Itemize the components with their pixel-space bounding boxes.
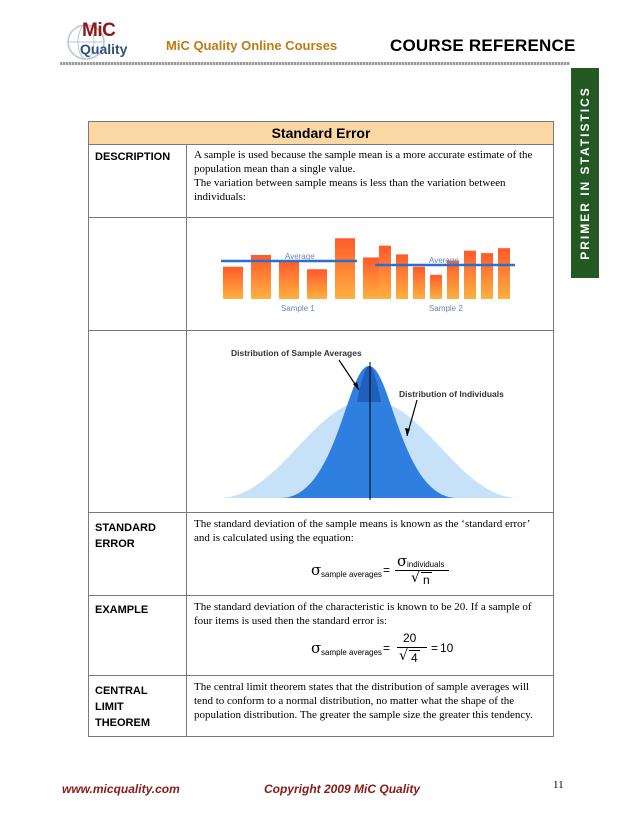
sample-averages-figure xyxy=(219,227,519,319)
sample-2-bar xyxy=(396,254,408,299)
header-rule xyxy=(60,62,570,65)
sample-2-bar xyxy=(413,267,425,299)
fraction-bar xyxy=(395,570,449,571)
subscript-sample-averages: sample averages xyxy=(321,570,382,579)
logo-mic-text: MiC xyxy=(82,20,116,41)
subscript-sample-averages: sample averages xyxy=(321,648,382,657)
equals-sign: = xyxy=(383,641,391,655)
row-divider xyxy=(89,330,553,331)
average-label-1: Average xyxy=(285,252,315,261)
sigma-symbol: σ xyxy=(311,561,322,579)
footer-copyright: Copyright 2009 MiC Quality xyxy=(264,782,421,796)
result-10: 10 xyxy=(440,641,454,655)
sample-2-bar xyxy=(430,275,442,299)
description-label: DESCRIPTION xyxy=(95,151,171,163)
subscript-individuals: individuals xyxy=(407,560,445,569)
label-line: STANDARD xyxy=(95,522,156,534)
central-limit-theorem-paragraph: The central limit theorem states that the distribution of sample averages will tend to conform to a normal distribution, no matter what the shape of the population distribution. The greater the sample size the greater this tendency. xyxy=(194,681,533,721)
logo-quality-text: Quality xyxy=(80,41,128,57)
table-title: Standard Error xyxy=(271,125,371,141)
standard-error-table xyxy=(88,121,554,737)
denominator-4: 4 xyxy=(411,651,418,665)
numerator-20: 20 xyxy=(403,631,417,645)
header-courses: MiC Quality Online Courses xyxy=(166,38,338,53)
sample-2-bar xyxy=(481,253,493,299)
row-divider xyxy=(89,512,553,513)
sample-2-bar xyxy=(464,251,476,299)
example-text xyxy=(194,600,546,628)
label-line: LIMIT xyxy=(95,701,124,713)
sample-1-bar xyxy=(335,238,355,299)
denominator-n: n xyxy=(423,573,430,587)
description-text xyxy=(194,148,546,204)
mic-quality-logo xyxy=(64,22,134,62)
central-limit-theorem-label xyxy=(95,683,150,731)
table-title-row xyxy=(89,122,553,145)
equals-sign: = xyxy=(431,641,439,655)
label-individuals: Distribution of Individuals xyxy=(399,389,504,399)
label-sample-averages: Distribution of Sample Averages xyxy=(231,348,362,358)
label-line: ERROR xyxy=(95,538,135,550)
average-label-2: Average xyxy=(429,256,459,265)
side-tab-label: PRIMER IN STATISTICS xyxy=(578,86,592,260)
standard-error-equation xyxy=(311,552,451,587)
equals-sign: = xyxy=(383,563,391,577)
row-divider xyxy=(89,217,553,218)
page-number: 11 xyxy=(553,779,564,791)
sample-label-1: Sample 1 xyxy=(281,304,315,313)
sigma-symbol: σ xyxy=(311,639,322,657)
description-paragraph: A sample is used because the sample mean is a more accurate estimate of the population mean than a single value. xyxy=(194,149,533,175)
example-paragraph: The standard deviation of the characteristic is known to be 20. If a sample of four items is used then the standard error is: xyxy=(194,601,532,627)
sample-2-bars xyxy=(379,246,510,299)
description-paragraph: The variation between sample means is less than the variation between individuals: xyxy=(194,177,506,203)
column-divider xyxy=(186,144,187,737)
sigma-symbol: σ xyxy=(397,552,408,570)
standard-error-paragraph: The standard deviation of the sample means is known as the ‘standard error’ and is calculated using the equation: xyxy=(194,518,530,544)
central-limit-theorem-text xyxy=(194,680,546,722)
standard-error-text xyxy=(194,517,546,545)
distribution-figure xyxy=(219,344,529,502)
sample-1-bars xyxy=(223,238,383,299)
row-divider xyxy=(89,595,553,596)
example-equation xyxy=(311,631,461,665)
sample-label-2: Sample 2 xyxy=(429,304,463,313)
square-root-symbol: √ xyxy=(399,648,408,664)
sample-2-bar xyxy=(498,248,510,299)
row-divider xyxy=(89,675,553,676)
label-line: THEOREM xyxy=(95,717,150,729)
footer-website-link[interactable]: www.micquality.com xyxy=(62,782,180,796)
sample-2-bar xyxy=(447,261,459,299)
side-tab-primer xyxy=(571,68,599,278)
sample-1-bar xyxy=(223,267,243,299)
sample-2-bar xyxy=(379,246,391,299)
header-course-reference: COURSE REFERENCE xyxy=(390,36,576,55)
square-root-symbol: √ xyxy=(411,570,420,586)
standard-error-label xyxy=(95,520,156,552)
sample-1-bar xyxy=(307,269,327,299)
example-label: EXAMPLE xyxy=(95,604,149,616)
sample-1-bar xyxy=(279,261,299,299)
label-line: CENTRAL xyxy=(95,685,148,697)
